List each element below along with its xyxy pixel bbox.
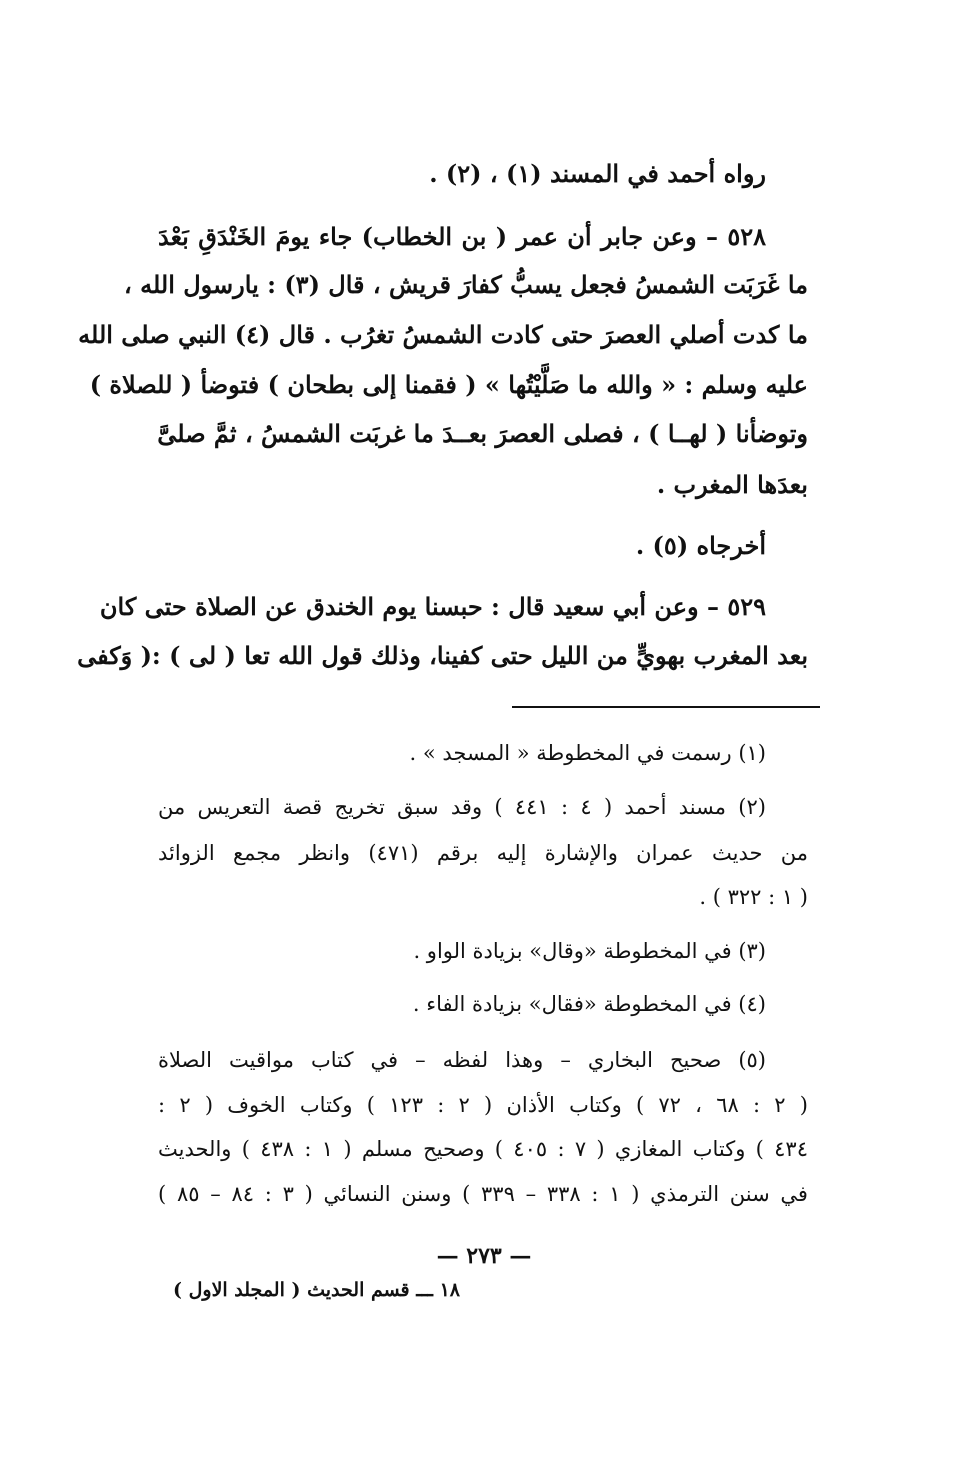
footnote-4: (٤) في المخطوطة «فقال» بزيادة الفاء .: [412, 992, 766, 1016]
footnote-5-line-1: (٥) صحيح البخاري – وهذا لفظه – في كتاب مواقيت الصلاة: [158, 1048, 766, 1072]
body-line-1: رواه أحمد في المسند (١) ، (٢) .: [429, 159, 766, 188]
footnote-5-line-4: في سنن الترمذي ( ١ : ٣٣٨ – ٣٣٩ ) وسنن النسائي ( ٣ : ٨٤ – ٨٥ ): [158, 1182, 808, 1206]
page-number: — ٢٧٣ —: [436, 1243, 532, 1269]
hadith-529-line-2: بعد المغرب بهويٍّ من الليل حتى كفينا، وذلك قول الله تعا ( لى ) :( وَكفى: [77, 641, 808, 670]
footnote-1: (١) رسمت في المخطوطة « المسجد » .: [409, 741, 766, 765]
footnote-5-line-2: ( ٢ : ٦٨ ، ٧٢ ) وكتاب الأذان ( ٢ : ١٢٣ ) وكتاب الخوف ( ٢ :: [158, 1093, 808, 1117]
hadith-528-line-4: عليه وسلم : « والله ما صَلَّيْتُها » ( فقمنا إلى بطحان ) فتوضأ ( للصلاة ): [89, 370, 808, 399]
hadith-528-line-3: ما كدت أصلي العصرَ حتى كادت الشمسُ تغرُب . قال (٤) النبي صلى الله: [78, 320, 808, 349]
takhrij-line: أخرجاه (٥) .: [635, 531, 766, 560]
footnote-5-line-3: ٤٣٤ ) وكتاب المغازي ( ٧ : ٤٠٥ ) وصحيح مسلم ( ١ : ٤٣٨ ) والحديث: [158, 1137, 808, 1161]
hadith-528-line-6: بعدَها المغرب .: [656, 470, 808, 499]
hadith-528-line-2: ما غَرَبَت الشمسُ فجعل يسبُّ كفارَ قريش ، قال (٣) : يارسول الله ،: [123, 270, 808, 299]
footnote-2-line-1: (٢) مسند أحمد ( ٤ : ٤٤١ ) وقد سبق تخريج قصة التعريس من: [158, 795, 766, 819]
hadith-529-line-1: ٥٢٩ – وعن أبي سعيد قال : حبسنا يوم الخندق عن الصلاة حتى كان: [99, 592, 766, 621]
hadith-528-line-5: وتوضأنا ( لهــا ) ، فصلى العصرَ بعــدَ ما غربَت الشمسُ ، ثمَّ صلىَّ: [157, 419, 808, 448]
footnote-separator: [512, 706, 820, 708]
footnote-3: (٣) في المخطوطة «وقال» بزيادة الواو .: [413, 939, 766, 963]
signature-line: ١٨ ـــ قسم الحديث ( المجلد الاول ): [172, 1279, 460, 1301]
hadith-528-line-1: ٥٢٨ – وعن جابر أن عمر ( بن الخطاب) جاء يومَ الخَنْدَقِ بَعْدَ: [158, 222, 766, 251]
footnote-2-line-3: ( ١ : ٣٢٢ ) .: [699, 885, 808, 909]
footnote-2-line-2: من حديث عمران والإشارة إليه برقم (٤٧١) وانظر مجمع الزوائد: [158, 841, 809, 865]
